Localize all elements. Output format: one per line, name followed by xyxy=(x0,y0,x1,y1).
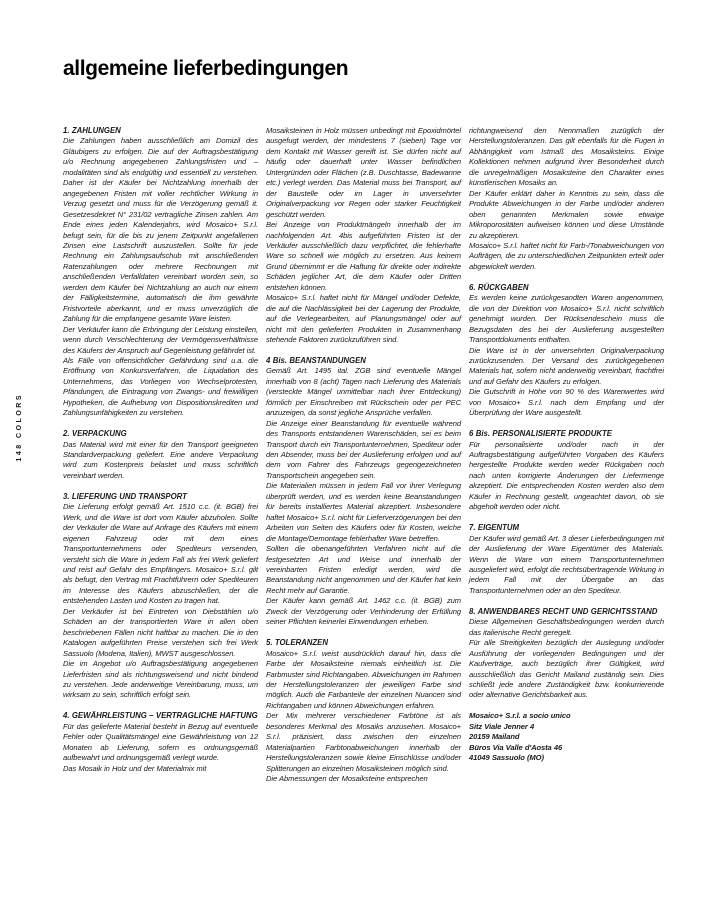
section-heading: 2. VERPACKUNG xyxy=(63,429,127,439)
paragraph: Die Gutschrift in Höhe von 90 % des Warenwertes wird von Mosaico+ S.r.l. nach dem Empfang und der Überprüfung der Ware ausgestellt. xyxy=(469,387,664,418)
paragraph: Die Lieferung erfolgt gemäß Art. 1510 c.c. (it. BGB) frei Werk, und die Ware ist dort vom Käufer abzuholen. Sollte der Verkäufer die Ware auf Anfrage des Käufers mit einem eigenen Fahrzeug oder mit dem eines Transportunternehmens oder Spediteurs versenden, versteht sich die Ware in jedem Fall als frei Werk geliefert und reist auf Gefahr des Empfängers. Mosaico+ S.r.l. gilt als befugt, den Vertrag mit Frachtführern oder Spediteuren im Interesse des Käufers abzuschließen, der die entstehenden Lasten und Kosten zu tragen hat. xyxy=(63,502,258,606)
section-heading: 1. ZAHLUNGEN xyxy=(63,126,121,135)
paragraph: Der Käufer erklärt daher in Kenntnis zu sein, dass die Produkte Abweichungen in der Farbe und/oder anderen oben genannten Merkmalen sowie etwaige Mikroporositäten aufweisen können und diese Umstände zu akzeptieren. xyxy=(469,188,664,240)
address-line: 41049 Sassuolo (MO) xyxy=(469,753,544,763)
section-heading: 4 Bis. BEANSTANDUNGEN xyxy=(266,355,366,365)
section-heading: 4. GEWÄHRLEISTUNG – VERTRAGLICHE HAFTUNG xyxy=(63,711,258,721)
paragraph: Der Verkäufer ist bei Eintreten von Diebstählen u/o Schäden an der transportierten Ware in allen oben beschriebenen Fällen nicht haftbar zu machen. Die in den Katalogen aufgeführten Preise verstehen sich frei Werk Sassuolo (Modena, Italien), MWST ausgeschlossen. xyxy=(63,606,258,658)
paragraph: Die Zahlungen haben ausschließlich am Domizil des Gläubigers zu erfolgen. Die auf der Auftragsbestätigung u/o Rechnung angegebenen Zahlungsfristen und –modalitäten sind als endgültig und essentiell zu verstehen. Daher ist der Käufer bei Nichtzahlung innerhalb der angegebenen Fristen mit voller rechtlicher Wirkung in Verzug gesetzt und muss für die Verzögerung gemäß it. Gesetzesdekret N° 231/02 vertragliche Zinsen zahlen. Am Ende eines jeden Kalenderjahrs, wird Mosaico+ S.r.l. befugt sein, für die bis zu jenem Zeitpunkt angefallenen Zinsen eine Lastschrift auszustellen. Sollte für jede Rechnung ein Zahlungsaufschub mit anschließenden Ratenzahlungen oder mehrere Rechnungen mit anschließenden Verfalldaten vereinbart worden sein, so werden dem Käufer bei Nichtzahlung an auch nur einem der Fälligkeitstermine, automatisch die ihm gewährte Fristvorteile aberkannt, und er muss unverzüglich die Zahlung für die empfangene gesamte Ware leisten. xyxy=(63,136,258,324)
paragraph: Als Fälle von offensichtlicher Gefährdung sind u.a. die Eröffnung von Konkursverfahren, die Liquidation des Unternehmens, das Vorliegen von Wechselprotesten, Pfändungen, die Eintragung von Zwangs- und freiwilligen Hypotheken, die Aufhebung von Dispositionskrediten und Zahlungsunfähigkeiten zu verstehen. xyxy=(63,355,258,418)
section-heading: 6 Bis. PERSONALISIERTE PRODUKTE xyxy=(469,429,612,439)
side-label: 148 COLORS xyxy=(16,393,23,462)
paragraph: Der Verkäufer kann die Erbringung der Leistung einstellen, wenn durch Verschlechterung der Vermögensverhältnisse des Käufers der Anspruch auf Gegenleistung gefährdet ist. xyxy=(63,324,258,355)
address-line: Mosaico+ S.r.l. a socio unico xyxy=(469,711,571,721)
paragraph: Der Käufer kann gemäß Art. 1462 c.c. (it. BGB) zum Zweck der Verzögerung oder Verhinderung der Erfüllung seiner Pflichten keinerlei Einwendungen erheben. xyxy=(266,596,461,627)
paragraph: Das Mosaik in Holz und der Materialmix mit xyxy=(63,763,207,773)
address-line: Büros Via Valle d'Aosta 46 xyxy=(469,742,563,752)
paragraph: Sollten die obenangeführten Verfahren nicht auf die festgesetzten Art und Weise und innerhalb der vereinbarten Fristen erledigt werden, wird die Beanstandung nicht angenommen und der Käufer hat kein Recht mehr auf Garantie. xyxy=(266,544,461,595)
section-heading: 6. RÜCKGABEN xyxy=(469,282,529,292)
paragraph: Die Materialien müssen in jedem Fall vor ihrer Verlegung überprüft werden, und es werden keine Beanstandungen für bereits installiertes Material akzeptiert. Insbesondere haftet Mosaico+ S.r.l. nicht für Lieferverzögerungen bei den Arbeiten von Seiten des Käufers oder für Kosten, welche die Montage/Demontage fehlerhafter Ware betreffen. xyxy=(266,481,461,543)
paragraph: Der Mix mehrerer verschiedener Farbtöne ist als besonderes Merkmal des Mosaiks anzusehen. Mosaico+ S.r.l. präzisiert, dass zwischen den einzelnen Materialpartien Farbtonabweichungen innerhalb der Herstellungstoleranzen sowie kleine Einschlüsse und/oder Splitterungen an einzelnen Mosaiksteinen möglich sind. xyxy=(266,711,461,773)
paragraph: Mosaico+ S.r.l. weist ausdrücklich darauf hin, dass die Farbe der Mosaiksteine niemals einheitlich ist. Die Farbmuster sind Richtangaben. Abweichungen im Rahmen der Herstellungstoleranzen der jeweiligen Farbe sind möglich. Auch die Farbanteile der einzelnen Nuancen sind Richtangaben und können Abweichungen erfahren. xyxy=(266,648,461,710)
text-column-1 xyxy=(63,126,258,774)
paragraph: Für alle Streitigkeiten bezüglich der Auslegung und/oder Ausführung der vorliegenden Bedingungen und der Kaufverträge, auch bezüglich ihrer Gültigkeit, wird ausschließlich das Gericht Mailand zuständig sein. Dies schließt jede andere Zuständigkeit bzw. konkurrierende oder alternative Gerichtsbarkeit aus. xyxy=(469,638,664,700)
paragraph: Die Ware ist in der unversehrten Originalverpackung zurückzusenden. Der Versand des zurückgegebenen Materials hat, sofern nicht anderweitig vereinbart, frachtfrei und auf Gefahr des Käufers zu erfolgen. xyxy=(469,345,664,386)
paragraph: Mosaiksteinen in Holz müssen unbedingt mit Epoxidmörtel ausgefugt werden, der mindestens 7 (sieben) Tage vor dem Kontakt mit Wasser gereift ist. Sie dürfen nicht auf häufig oder dauerhaft unter Wasser befindlichen Untergründen oder Flächen (z.B. Duschtasse, Badewanne etc.) verlegt werden. Das Material muss bei Transport, auf der Baustelle oder im Lager in unversehrter Originalverpackung vor Regen oder starker Feuchtigkeit geschützt werden. xyxy=(266,126,461,219)
paragraph: Die Abmessungen der Mosaiksteine entsprechen xyxy=(266,774,428,784)
paragraph: Bei Anzeige von Produktmängeln innerhalb der im nachfolgenden Art. 4bis aufgeführten Fristen ist der Verkäufer ausschließlich dazu verpflichtet, die fehlerhafte Ware so schnell wie möglich zu ersetzen. Aus keinem Grund übernimmt er die Haftung für direkte oder indirekte Schäden jeglicher Art, die dem Käufer oder Dritten entstehen können. xyxy=(266,220,461,292)
section-heading: 7. EIGENTUM xyxy=(469,523,520,533)
section-heading: 5. TOLERANZEN xyxy=(266,638,329,648)
text-column-2 xyxy=(266,126,461,785)
paragraph: Es werden keine zurückgesandten Waren angenommen, die von der Direktion von Mosaico+ S.r.l. nicht schriftlich genehmigt wurden. Der Rücksendeschein muss die Bezugsdaten des bei der Auslieferung ausgestellten Transportdokuments enthalten. xyxy=(469,293,664,345)
paragraph: Das Material wird mit einer für den Transport geeigneten Standardverpackung geliefert. Eine andere Verpackung wird zum Kostenpreis belastet und muss schriftlich vereinbart werden. xyxy=(63,439,258,480)
paragraph: Gemäß Art. 1495 ital. ZGB sind eventuelle Mängel innerhalb von 8 (acht) Tagen nach Lieferung des Materials (versteckte Mängel unmittelbar nach ihrer Entdeckung) förmlich per Einschreiben mit Rückschein oder per PEC anzuzeigen, da sonst jegliche Ansprüche verfallen. xyxy=(266,366,461,418)
section-heading: 3. LIEFERUNG UND TRANSPORT xyxy=(63,491,187,501)
page-title: allgemeine lieferbedingungen xyxy=(63,57,349,80)
paragraph: Diese Allgemeinen Geschäftsbedingungen werden durch das italienische Recht geregelt. xyxy=(469,617,664,637)
text-column-3 xyxy=(469,126,664,764)
paragraph: Für das gelieferte Material besteht in Bezug auf eventuelle Fehler oder Qualitätsmängel eine Gewährleistung von 12 Monaten ab Lieferung, sofern es ordnungsgemäß aufbewahrt und ordnungsgemäß verlegt wurde. xyxy=(63,721,258,763)
columns-container xyxy=(63,126,663,785)
address-line: 20159 Mailand xyxy=(469,732,520,742)
paragraph: Mosaico+ S.r.l. haftet nicht für Farb-/Tonabweichungen von Aufträgen, die zu unterschiedlichen Zeitpunkten erteilt oder abgewickelt werden. xyxy=(469,240,664,271)
paragraph: Für personalisierte und/oder nach in der Auftragsbestätigung aufgeführten Vorgaben des Käufers hergestellte Produkte werden weder Rückgaben noch nach unten korrigierte Änderungen der Liefermenge akzeptiert. Die entsprechenden Kosten werden also dem Käufer in Rechnung gestellt, ungeachtet davon, ob sie abgeholt werden oder nicht. xyxy=(469,439,664,512)
address-line: Sitz Viale Jenner 4 xyxy=(469,721,535,731)
paragraph: Die Anzeige einer Beanstandung für eventuelle während des Transports entstandenen Warenschäden, sei es beim Transport durch ein Transportunternehmen, Spediteur oder den Absender, muss bei der Auslieferung erfolgen und auf dem vom Fahrer des Fahrzeugs gegengezeichneten Transportschein angegeben sein. xyxy=(266,418,461,480)
section-heading: 8. ANWENDBARES RECHT UND GERICHTSSTAND xyxy=(469,606,658,616)
paragraph: Die im Angebot u/o Auftragsbestätigung angegebenen Lieferfristen sind als richtungsweisend und nicht bindend zu verstehen. Jede anderweitige Vereinbarung, muss, um wirksam zu sein, schriftlich erfolgt sein. xyxy=(63,659,258,700)
paragraph: richtungweisend den Nennmaßen zuzüglich der Herstellungstoleranzen. Das gilt ebenfalls für die Fugen in Abhängigkeit vom Istmaß des Mosaiksteins. Einige Kollektionen nehmen aufgrund ihrer Besonderheit durch die unregelmäßigen Mosaiksteine den Charakter eines künstlerischen Mosaiks an. xyxy=(469,126,664,188)
paragraph: Mosaico+ S.r.l. haftet nicht für Mängel und/oder Defekte, die auf die Nachlässigkeit bei der Lagerung der Produkte, auf die Verlegearbeiten, auf Planungsmängel oder auf nicht mit den gelieferten Produkten in Zusammenhang stehende Faktoren zurückzuführen sind. xyxy=(266,293,461,345)
paragraph: Der Käufer wird gemäß Art. 3 dieser Lieferbedingungen mit der Auslieferung der Ware Eigentümer des Materials. Wenn die Ware von einem Transportunternehmen ausgeliefert wird, erfolgt die rechtsübertragende Wirkung in jedem Fall mit der Übergabe an das Transportunternehmen oder an den Spediteur. xyxy=(469,533,664,595)
